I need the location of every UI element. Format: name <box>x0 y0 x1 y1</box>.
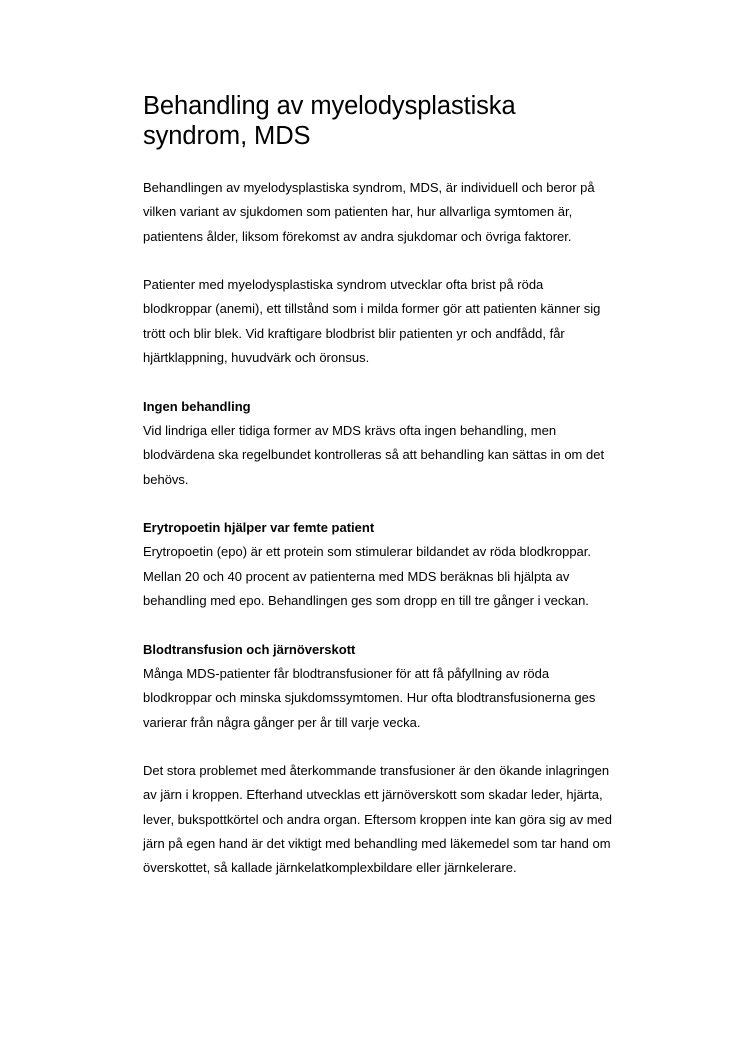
paragraph-gap <box>143 370 613 394</box>
page-title: Behandling av myelodysplastiska syndrom, MDS <box>143 92 516 150</box>
paragraph-gap <box>143 492 613 516</box>
paragraph-gap <box>143 735 613 759</box>
intro-paragraph: Behandlingen av myelodysplastiska syndrom, MDS, är individuell och beror på vilken variant av sjukdomen som patienten har, hur allvarliga symtomen är, patientens ålder, liksom förekomst av andra sjukdomar och övriga faktorer. <box>143 180 595 244</box>
paragraph-gap <box>143 613 613 637</box>
section-paragraph: Vid lindriga eller tidiga former av MDS krävs ofta ingen behandling, men blodvärdena ska regelbundet kontrolleras så att behandling kan sättas in om det behövs. <box>143 422 605 487</box>
section-heading-no-treatment: Ingen behandling <box>143 398 251 414</box>
section-paragraph: Det stora problemet med återkommande transfusioner är den ökande inlagringen av järn i kroppen. Efterhand utvecklas ett järnöverskott som skadar leder, hjärta, lever, bukspottkörtel och andra organ. Eftersom kroppen inte kan göra sig av med järn på egen hand är det viktigt med behandling med läkemedel som tar hand om överskottet, så kallade järnkelatkomplexbildare eller järnkelerare. <box>143 763 612 876</box>
paragraph-gap <box>143 249 613 273</box>
section-heading-erythropoietin: Erytropoetin hjälper var femte patient <box>143 520 375 536</box>
section-paragraph: Erytropoetin (epo) är ett protein som stimulerar bildandet av röda blodkroppar. Mellan 20 och 40 procent av patienterna med MDS beräknas bli hjälpta av behandling med epo. Behandlingen ges som dropp en till tre gånger i veckan. <box>143 544 592 609</box>
section-heading-transfusion: Blodtransfusion och järnöverskott <box>143 641 356 657</box>
section-paragraph: Många MDS-patienter får blodtransfusioner för att få påfyllning av röda blodkroppar och minska sjukdomssymtomen. Hur ofta blodtransfusionerna ges varierar från några gånger per år till varje vecka. <box>143 665 596 730</box>
anemia-paragraph: Patienter med myelodysplastiska syndrom utvecklar ofta brist på röda blodkroppar (anemi), ett tillstånd som i milda former gör att patienten känner sig trött och blir blek. Vid kraftigare blodbrist blir patienten yr och andfådd, får hjärtklappning, huvudvärk och öronsus. <box>143 277 601 366</box>
document-page <box>143 91 613 881</box>
